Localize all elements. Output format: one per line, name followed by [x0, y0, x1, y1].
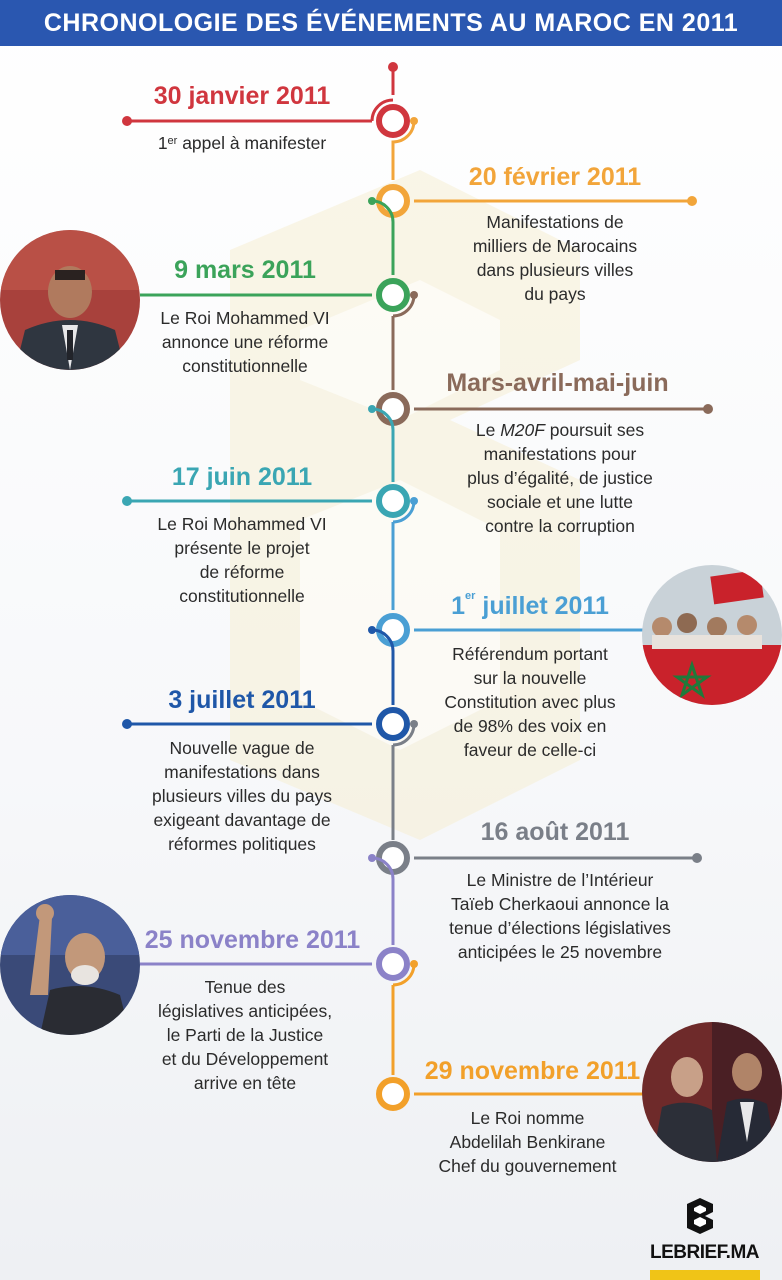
- event-4-description: Le M20F poursuit ses manifestations pour plus d’égalité, de justice sociale et une lutte contre la corruption: [467, 420, 653, 536]
- event-7-description: Nouvelle vague de manifestations dans plusieurs villes du pays exigeant davantage de réformes politiques: [152, 738, 332, 854]
- event-6-description: Référendum portant sur la nouvelle Constitution avec plus de 98% des voix en faveur de celle-ci: [444, 644, 616, 760]
- event-9-date: 25 novembre 2011: [144, 926, 361, 954]
- event-6-date: 1er juillet 2011: [451, 590, 609, 620]
- photo-king-mohammed-vi: [0, 230, 140, 370]
- event-10-description: Le Roi nomme Abdelilah Benkirane Chef du gouvernement: [438, 1108, 617, 1176]
- event-3-description: Le Roi Mohammed VI annonce une réforme constitutionnelle: [160, 308, 330, 376]
- photo-king-and-benkirane: [642, 1022, 782, 1162]
- brand-underline: [650, 1270, 760, 1280]
- event-2-date: 20 février 2011: [468, 163, 642, 191]
- event-3-date: 9 mars 2011: [174, 256, 316, 284]
- lebrief-logo-icon: [685, 1198, 715, 1234]
- event-5-date: 17 juin 2011: [171, 463, 313, 491]
- photo-benkirane-celebrating: [0, 895, 140, 1035]
- event-8-date: 16 août 2011: [480, 818, 630, 846]
- event-5-description: Le Roi Mohammed VI présente le projet de réforme constitutionnelle: [157, 514, 327, 606]
- event-10-date: 29 novembre 2011: [424, 1057, 641, 1085]
- event-8-description: Le Ministre de l’Intérieur Taïeb Cherkaoui annonce la tenue d’élections législatives anticipées le 25 novembre: [449, 870, 671, 962]
- page-title: CHRONOLOGIE DES ÉVÉNEMENTS AU MAROC EN 2011: [43, 9, 739, 37]
- event-1-description: 1er appel à manifester: [157, 133, 327, 153]
- event-1-date: 30 janvier 2011: [153, 82, 331, 110]
- event-4-date: Mars-avril-mai-juin: [446, 369, 669, 397]
- event-9-description: Tenue des législatives anticipées, le Parti de la Justice et du Développement arrive en tête: [157, 977, 333, 1093]
- photo-referendum-crowd: [642, 565, 782, 705]
- event-7-date: 3 juillet 2011: [168, 686, 316, 714]
- event-2-description: Manifestations de milliers de Marocains dans plusieurs villes du pays: [472, 212, 638, 304]
- brand-name: LEBRIEF.MA: [650, 1242, 759, 1263]
